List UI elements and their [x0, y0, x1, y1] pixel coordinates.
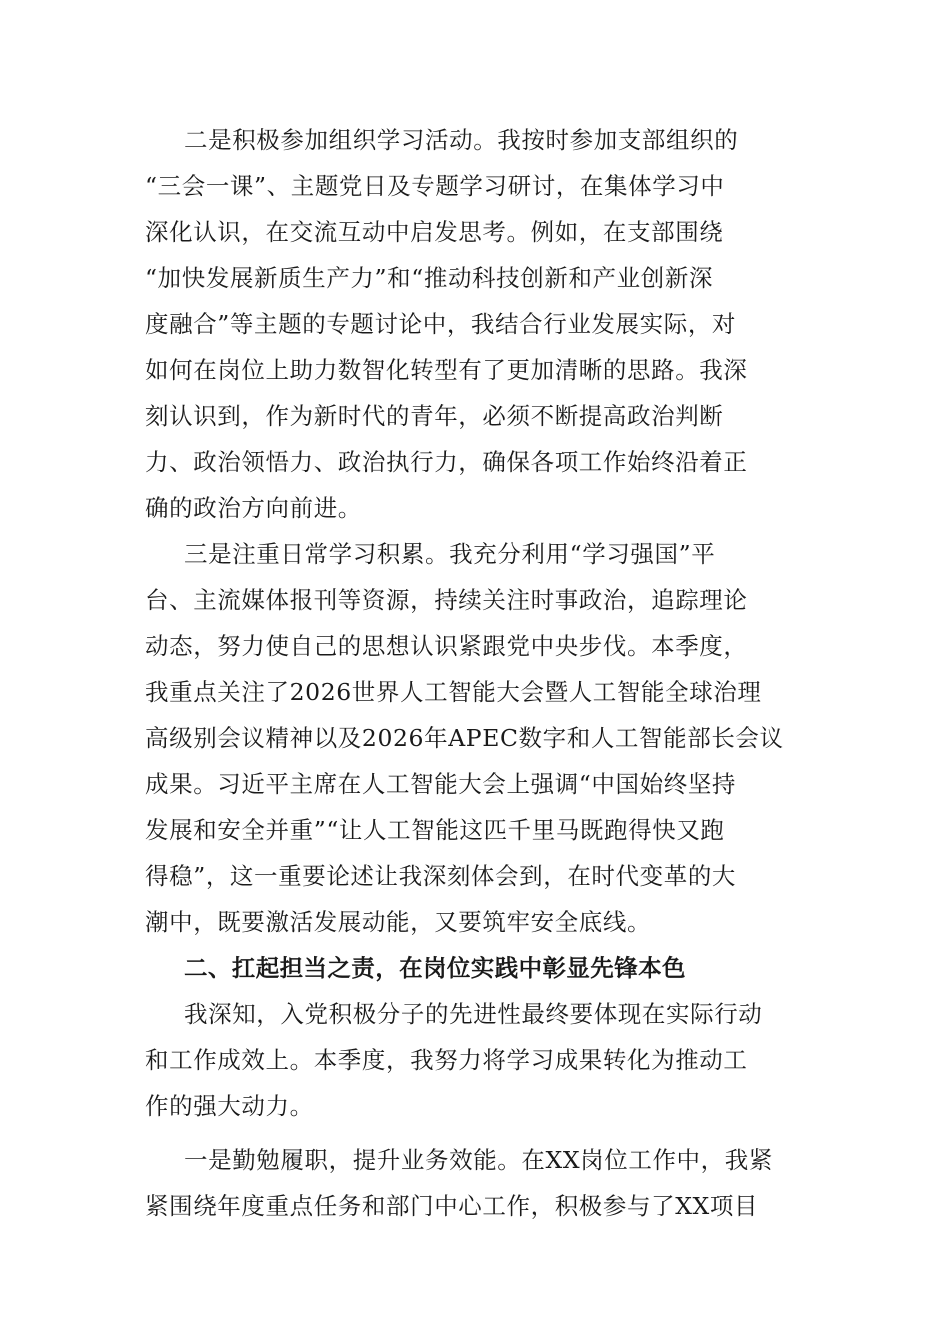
paragraph-line: 三是注重日常学习积累。我充分利用“学习强国”平 — [184, 540, 716, 568]
paragraph-line: 高级别会议精神以及2026年APEC数字和人工智能部长会议 — [145, 724, 784, 752]
paragraph-line: 刻认识到，作为新时代的青年，必须不断提高政治判断 — [145, 402, 724, 430]
paragraph-line: 台、主流媒体报刊等资源，持续关注时事政治，追踪理论 — [145, 586, 748, 614]
section-heading: 二、扛起担当之责，在岗位实践中彰显先锋本色 — [184, 954, 686, 982]
paragraph-line: 度融合”等主题的专题讨论中，我结合行业发展实际，对 — [145, 310, 737, 338]
paragraph-line: 我深知，入党积极分子的先进性最终要体现在实际行动 — [184, 1000, 763, 1028]
paragraph-line: 我重点关注了2026世界人工智能大会暨人工智能全球治理 — [145, 678, 762, 706]
paragraph-line: “加快发展新质生产力”和“推动科技创新和产业创新深 — [145, 264, 714, 292]
paragraph-line: 如何在岗位上助力数智化转型有了更加清晰的思路。我深 — [145, 356, 748, 384]
paragraph-line: 确的政治方向前进。 — [145, 494, 362, 522]
paragraph-line: 动态，努力使自己的思想认识紧跟党中央步伐。本季度， — [145, 632, 748, 660]
paragraph-line: 深化认识，在交流互动中启发思考。例如，在支部围绕 — [145, 218, 724, 246]
paragraph-line: 得稳”，这一重要论述让我深刻体会到，在时代变革的大 — [145, 862, 737, 890]
paragraph-line: 力、政治领悟力、政治执行力，确保各项工作始终沿着正 — [145, 448, 748, 476]
paragraph-line: 和工作成效上。本季度，我努力将学习成果转化为推动工 — [145, 1046, 748, 1074]
paragraph-line: 紧围绕年度重点任务和部门中心工作，积极参与了XX项目 — [145, 1192, 759, 1220]
paragraph-line: “三会一课”、主题党日及专题学习研讨，在集体学习中 — [145, 172, 725, 200]
paragraph-line: 一是勤勉履职，提升业务效能。在XX岗位工作中，我紧 — [184, 1146, 773, 1174]
paragraph-line: 成果。习近平主席在人工智能大会上强调“中国始终坚持 — [145, 770, 737, 798]
paragraph-line: 发展和安全并重”“让人工智能这匹千里马既跑得快又跑 — [145, 816, 725, 844]
paragraph-line: 潮中，既要激活发展动能，又要筑牢安全底线。 — [145, 908, 652, 936]
paragraph-line: 二是积极参加组织学习活动。我按时参加支部组织的 — [184, 126, 739, 154]
paragraph-line: 作的强大动力。 — [145, 1092, 314, 1120]
